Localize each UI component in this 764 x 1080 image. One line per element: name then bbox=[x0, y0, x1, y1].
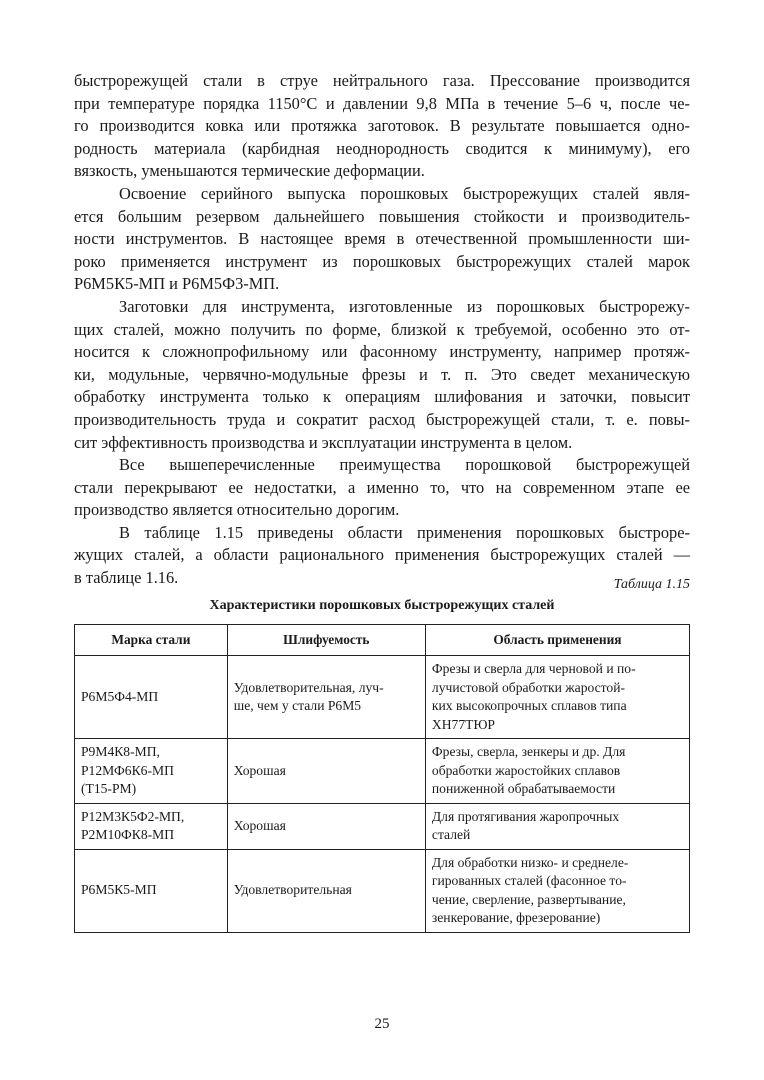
cell-line: Хорошая bbox=[233, 817, 286, 833]
text-line: ки, модульные, червячно-модульные фрезы и т. п. Это сведет механическую bbox=[74, 364, 690, 384]
cell-line: ше, чем у стали Р6М5 bbox=[233, 698, 362, 713]
grindability-cell bbox=[227, 656, 425, 739]
grade-cell bbox=[75, 803, 228, 849]
text-line: вязкость, уменьшаются термические деформации. bbox=[74, 161, 425, 181]
cell-line: чение, сверление, развертывание, bbox=[431, 891, 626, 907]
body-text bbox=[74, 70, 690, 590]
cell-line: ХН77ТЮР bbox=[431, 716, 495, 732]
header-application: Область применения bbox=[425, 625, 689, 656]
cell-line: Р2М10ФК8-МП bbox=[81, 827, 175, 842]
cell-line: Р9М4К8-МП, bbox=[81, 744, 160, 759]
text-line: сит эффективность производства и эксплуатации инструмента в целом. bbox=[74, 432, 573, 452]
cell-line: Для протягивания жаропрочных bbox=[431, 808, 620, 824]
text-line: быстрорежущей стали в струе нейтрального газа. Прессование производится bbox=[74, 71, 690, 90]
table-row bbox=[75, 656, 690, 739]
table-title: Характеристики порошковых быстрорежущих сталей bbox=[209, 598, 555, 613]
table-row bbox=[75, 803, 690, 849]
page-number: 25 bbox=[374, 1016, 390, 1032]
grindability-cell bbox=[227, 803, 425, 849]
text-line: родность материала (карбидная неоднородность сводится к минимуму), его bbox=[74, 138, 690, 158]
cell-line: Для обработки низко- и среднеле- bbox=[431, 854, 629, 870]
text-line: го производится ковка или протяжка заготовок. В результате повышается одно- bbox=[74, 116, 690, 136]
text-line: ности инструментов. В настоящее время в отечественной промышленности ши- bbox=[74, 229, 690, 249]
cell-line: Удовлетворительная bbox=[233, 882, 352, 898]
text-line: обработку инструмента только к операциям шлифования и заточки, повысит bbox=[74, 387, 690, 407]
cell-line: (Т15-РМ) bbox=[81, 781, 137, 796]
cell-line: пониженной обрабатываемости bbox=[431, 781, 616, 796]
table-body bbox=[75, 656, 690, 933]
table-caption: Таблица 1.15 bbox=[613, 577, 690, 592]
cell-line: зенкерование, фрезерование) bbox=[431, 910, 601, 925]
text-line: щих сталей, можно получить по форме, близкой к требуемой, особенно это от- bbox=[74, 319, 690, 339]
cell-line: Р12МФ6К6-МП bbox=[81, 762, 174, 778]
text-line: Заготовки для инструмента, изготовленные из порошковых быстрорежу- bbox=[119, 296, 690, 316]
cell-line: Р6М5Ф4-МП bbox=[81, 688, 159, 704]
text-line: носится к сложнопрофильному или фасонному инструменту, например протяж- bbox=[74, 342, 690, 362]
cell-line: обработки жаростойких сплавов bbox=[431, 762, 621, 778]
text-line: В таблице 1.15 приведены области применения порошковых быстроре- bbox=[119, 522, 690, 542]
paragraph bbox=[74, 296, 690, 454]
cell-line: Р6М5К5-МП bbox=[81, 882, 157, 898]
application-cell bbox=[425, 803, 689, 849]
application-cell bbox=[425, 739, 689, 804]
application-cell bbox=[425, 656, 689, 739]
grade-cell bbox=[75, 739, 228, 804]
cell-line: Фрезы, сверла, зенкеры и др. Для bbox=[431, 744, 626, 759]
text-line: стали перекрывают ее недостатки, а именно то, что на современном этапе ее bbox=[74, 477, 690, 497]
grindability-cell bbox=[227, 849, 425, 932]
table-row bbox=[75, 849, 690, 932]
cell-line: гированных сталей (фасонное то- bbox=[431, 873, 627, 888]
cell-line: Хорошая bbox=[233, 762, 286, 778]
table-header-row bbox=[75, 625, 690, 656]
cell-line: Р12М3К5Ф2-МП, bbox=[81, 808, 185, 824]
text-line: роко применяется инструмент из порошковых быстрорежущих сталей марок bbox=[74, 251, 690, 271]
text-line: Освоение серийного выпуска порошковых быстрорежущих сталей явля- bbox=[119, 183, 690, 203]
text-line: жущих сталей, а области рационального применения быстрорежущих сталей — bbox=[74, 545, 690, 565]
paragraph bbox=[74, 454, 690, 522]
text-line: производительность труда и сократит расход быстрорежущей стали, т. е. повы- bbox=[74, 409, 690, 429]
grade-cell bbox=[75, 849, 228, 932]
cell-line: Удовлетворительная, луч- bbox=[233, 679, 384, 695]
text-line: производство является относительно дорогим. bbox=[74, 500, 400, 520]
header-grade: Марка стали bbox=[75, 625, 228, 656]
paragraph bbox=[74, 522, 690, 590]
text-line: при температуре порядка 1150°С и давлении 9,8 МПа в течение 5–6 ч, после че- bbox=[74, 93, 690, 113]
cell-line: лучистовой обработки жаростой- bbox=[431, 679, 626, 695]
application-cell bbox=[425, 849, 689, 932]
steel-table bbox=[74, 624, 690, 933]
text-line: ется большим резервом дальнейшего повышения стойкости и производитель- bbox=[74, 206, 690, 226]
cell-line: Фрезы и сверла для черновой и по- bbox=[431, 661, 636, 676]
grindability-cell bbox=[227, 739, 425, 804]
grade-cell bbox=[75, 656, 228, 739]
cell-line: ких высокопрочных сплавов типа bbox=[431, 698, 627, 713]
cell-line: сталей bbox=[431, 827, 471, 842]
text-line: Все вышеперечисленные преимущества порошковой быстрорежущей bbox=[119, 455, 690, 475]
paragraph bbox=[74, 70, 690, 183]
header-grindability: Шлифуемость bbox=[227, 625, 425, 656]
paragraph bbox=[74, 183, 690, 296]
table-row bbox=[75, 739, 690, 804]
text-line: Р6М5К5-МП и Р6М5Ф3-МП. bbox=[74, 274, 280, 294]
text-line: в таблице 1.16. bbox=[74, 568, 179, 588]
